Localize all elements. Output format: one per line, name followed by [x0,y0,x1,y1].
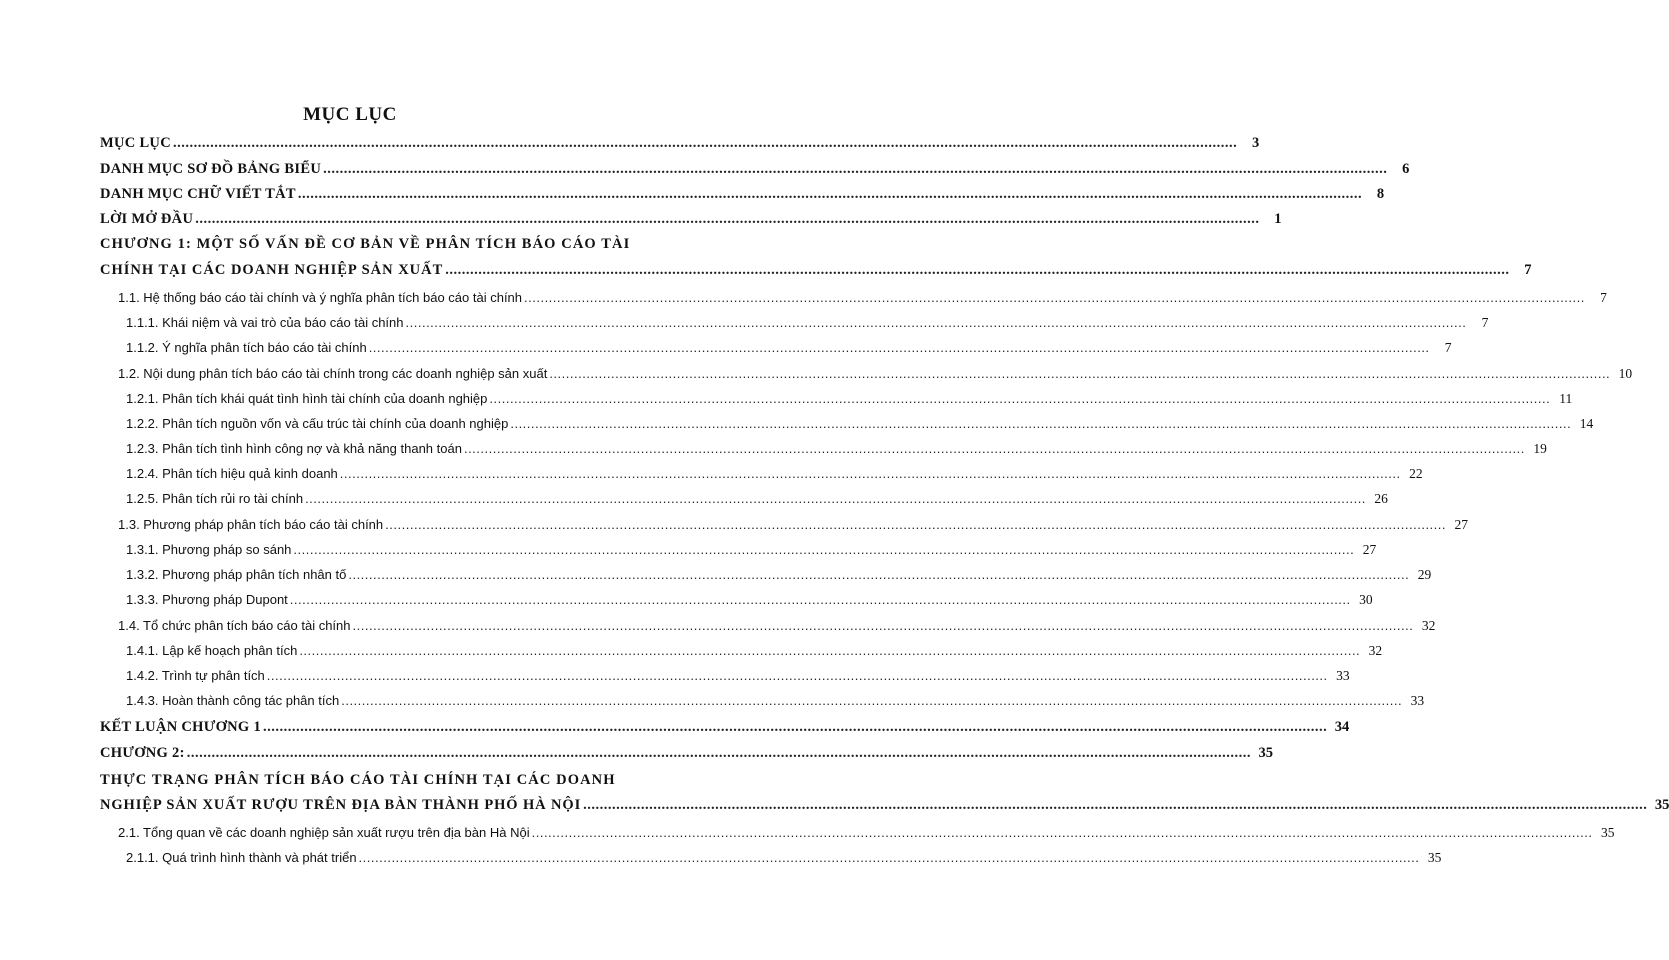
dot-leader: .................................................................................................................................................................................................................................................................. [299,643,1361,658]
toc-entry-label: NGHIỆP SẢN XUẤT RƯỢU TRÊN ĐỊA BÀN THÀNH PHỐ HÀ NỘI [100,797,582,813]
toc-page-number: 32 [1421,618,1436,633]
toc-page-number: 33 [1336,668,1350,683]
dot-leader: .................................................................................................................................................................................................................................................................. [510,416,1572,431]
toc-page-number: 10 [1618,366,1633,381]
toc-entry-chu-viet-tat[interactable] [100,186,1385,203]
dot-leader: .................................................................................................................................................................................................................................................................. [489,391,1551,406]
toc-entry-label: 1.2. Nội dung phân tích báo cáo tài chính trong các doanh nghiệp sản xuất [118,366,548,381]
page-title: MỤC LỤC [303,104,397,125]
toc-entry-1-2[interactable] [118,366,1633,382]
toc-entry-label: 1.1. Hệ thống báo cáo tài chính và ý nghĩa phân tích báo cáo tài chính [118,290,523,305]
dot-leader: .................................................................................................................................................................................................................................................................. [305,491,1366,506]
dot-leader: .................................................................................................................................................................................................................................................................. [385,517,1447,532]
toc-page-number: 19 [1533,441,1547,456]
toc-page-number: 35 [1258,745,1273,761]
dot-leader: .................................................................................................................................................................................................................................................................. [352,618,1414,633]
toc-entry-chuong-1[interactable] [100,262,1532,279]
toc-entry-1-2-4[interactable] [126,466,1423,482]
toc-page-number: 11 [1559,391,1573,406]
toc-entry-label: 1.2.2. Phân tích nguồn vốn và cấu trúc tài chính của doanh nghiệp [126,416,509,431]
toc-entry-label: MỤC LỤC [100,135,171,151]
toc-entry-label: 1.3.1. Phương pháp so sánh [126,542,292,557]
toc-page-number: 34 [1334,719,1350,735]
toc-entry-loi-mo-dau[interactable] [100,211,1282,228]
toc-page-number: 7 [1444,340,1452,355]
toc-entry-label: 1.1.1. Khái niệm và vai trò của báo cáo tài chính [126,315,404,330]
toc-entry-label: 1.4.1. Lập kế hoạch phân tích [126,643,298,658]
toc-entry-label: 1.4.3. Hoàn thành công tác phân tích [126,693,340,708]
dot-leader: .................................................................................................................................................................................................................................................................. [368,340,1430,355]
toc-page-number: 8 [1376,186,1385,202]
toc-entry-2-1-1[interactable] [126,850,1442,866]
toc-entry-label: 1.2.4. Phân tích hiệu quả kinh doanh [126,466,338,481]
toc-entry-1-2-2[interactable] [126,416,1594,432]
toc-entry-label: 1.1.2. Ý nghĩa phân tích báo cáo tài chính [126,340,367,355]
toc-page-number: 14 [1579,416,1594,431]
toc-entry-label: 1.2.1. Phân tích khái quát tình hình tài chính của doanh nghiệp [126,391,488,406]
toc-entry-thuc-trang[interactable] [100,797,1669,814]
toc-entry-1-3-2[interactable] [126,567,1432,583]
dot-leader: .................................................................................................................................................................................................................................................................. [266,668,1328,683]
dot-leader: .................................................................................................................................................................................................................................................................. [339,466,1401,481]
dot-leader: .................................................................................................................................................................................................................................................................. [195,211,1260,227]
toc-chapter-1-line1[interactable]: CHƯƠNG 1: MỘT SỐ VẤN ĐỀ CƠ BẢN VỀ PHÂN TÍCH BÁO CÁO TÀI [100,236,631,252]
toc-entry-1-1[interactable] [118,290,1607,306]
toc-entry-label: CHÍNH TẠI CÁC DOANH NGHIỆP SẢN XUẤT [100,262,444,278]
dot-leader: .................................................................................................................................................................................................................................................................. [463,441,1525,456]
toc-page-number: 7 [1524,262,1532,278]
toc-entry-1-3-1[interactable] [126,542,1377,558]
dot-leader: .................................................................................................................................................................................................................................................................. [172,135,1238,151]
toc-entry-label: 1.2.5. Phân tích rủi ro tài chính [126,491,304,506]
dot-leader: .................................................................................................................................................................................................................................................................. [445,262,1510,278]
dot-leader: .................................................................................................................................................................................................................................................................. [583,797,1648,813]
toc-entry-label: 1.4. Tổ chức phân tích báo cáo tài chính [118,618,351,633]
toc-entry-label: 1.3.2. Phương pháp phân tích nhân tố [126,567,347,582]
toc-entry-label: DANH MỤC CHỮ VIẾT TẮT [100,186,296,202]
toc-entry-label: 1.3.3. Phương pháp Dupont [126,592,288,607]
toc-page-number: 26 [1374,491,1388,506]
toc-entry-1-3-3[interactable] [126,592,1373,608]
dot-leader: .................................................................................................................................................................................................................................................................. [348,567,1410,582]
toc-entry-chuong-2[interactable] [100,745,1273,762]
toc-entry-1-1-2[interactable] [126,340,1452,356]
dot-leader: .................................................................................................................................................................................................................................................................. [341,693,1403,708]
toc-entry-1-3[interactable] [118,517,1469,533]
toc-entry-1-4[interactable] [118,618,1436,634]
toc-entry-label: LỜI MỞ ĐẦU [100,211,194,227]
toc-page-number: 22 [1409,466,1423,481]
toc-entry-1-4-3[interactable] [126,693,1425,709]
toc-page-number: 35 [1654,797,1669,813]
toc-entry-label: 2.1.1. Quá trình hình thành và phát triển [126,850,357,865]
toc-entry-muc-luc[interactable] [100,135,1260,152]
toc-page-number: 27 [1454,517,1469,532]
toc-page-number: 7 [1481,315,1489,330]
dot-leader: .................................................................................................................................................................................................................................................................. [358,850,1420,865]
toc-entry-label: 1.4.2. Trình tự phân tích [126,668,265,683]
dot-leader: .................................................................................................................................................................................................................................................................. [549,366,1611,381]
toc-page-number: 35 [1427,850,1442,865]
dot-leader: .................................................................................................................................................................................................................................................................. [263,719,1328,735]
dot-leader: .................................................................................................................................................................................................................................................................. [531,825,1593,840]
toc-chapter-2-line1[interactable]: THỰC TRẠNG PHÂN TÍCH BÁO CÁO TÀI CHÍNH TẠI CÁC DOANH [100,772,616,788]
toc-page-number: 7 [1600,290,1607,305]
toc-page-number: 6 [1402,161,1410,177]
toc-entry-1-2-3[interactable] [126,441,1547,457]
toc-entry-1-4-1[interactable] [126,643,1383,659]
toc-entry-label: DANH MỤC SƠ ĐỒ BẢNG BIỂU [100,161,322,177]
dot-leader: .................................................................................................................................................................................................................................................................. [405,315,1467,330]
toc-entry-danh-muc-so-do[interactable] [100,161,1410,178]
toc-entry-label: 2.1. Tổng quan về các doanh nghiệp sản xuất rượu trên địa bàn Hà Nội [118,825,530,840]
toc-page-number: 32 [1368,643,1383,658]
toc-entry-1-1-1[interactable] [126,315,1489,331]
toc-entry-label: 1.2.3. Phân tích tình hình công nợ và khả năng thanh toán [126,441,462,456]
toc-entry-label: CHƯƠNG 2: [100,745,185,761]
toc-page-number: 29 [1417,567,1432,582]
toc-page-number: 33 [1410,693,1425,708]
toc-entry-1-2-1[interactable] [126,391,1573,407]
toc-entry-1-4-2[interactable] [126,668,1350,684]
toc-page-number: 35 [1600,825,1615,840]
toc-page-number: 30 [1359,592,1373,607]
toc-page-number: 3 [1251,135,1260,151]
dot-leader: .................................................................................................................................................................................................................................................................. [323,161,1388,177]
dot-leader: .................................................................................................................................................................................................................................................................. [186,745,1251,761]
toc-entry-ket-luan-chuong-1[interactable] [100,719,1350,736]
dot-leader: .................................................................................................................................................................................................................................................................. [289,592,1351,607]
toc-entry-label: KẾT LUẬN CHƯƠNG 1 [100,719,261,735]
toc-page-number: 1 [1274,211,1282,227]
toc-entry-label: 1.3. Phương pháp phân tích báo cáo tài chính [118,517,384,532]
toc-page-number: 27 [1362,542,1377,557]
toc-entry-2-1[interactable] [118,825,1615,841]
dot-leader: .................................................................................................................................................................................................................................................................. [293,542,1355,557]
toc-entry-1-2-5[interactable] [126,491,1388,507]
dot-leader: .................................................................................................................................................................................................................................................................. [297,186,1363,202]
dot-leader: .................................................................................................................................................................................................................................................................. [524,290,1585,305]
